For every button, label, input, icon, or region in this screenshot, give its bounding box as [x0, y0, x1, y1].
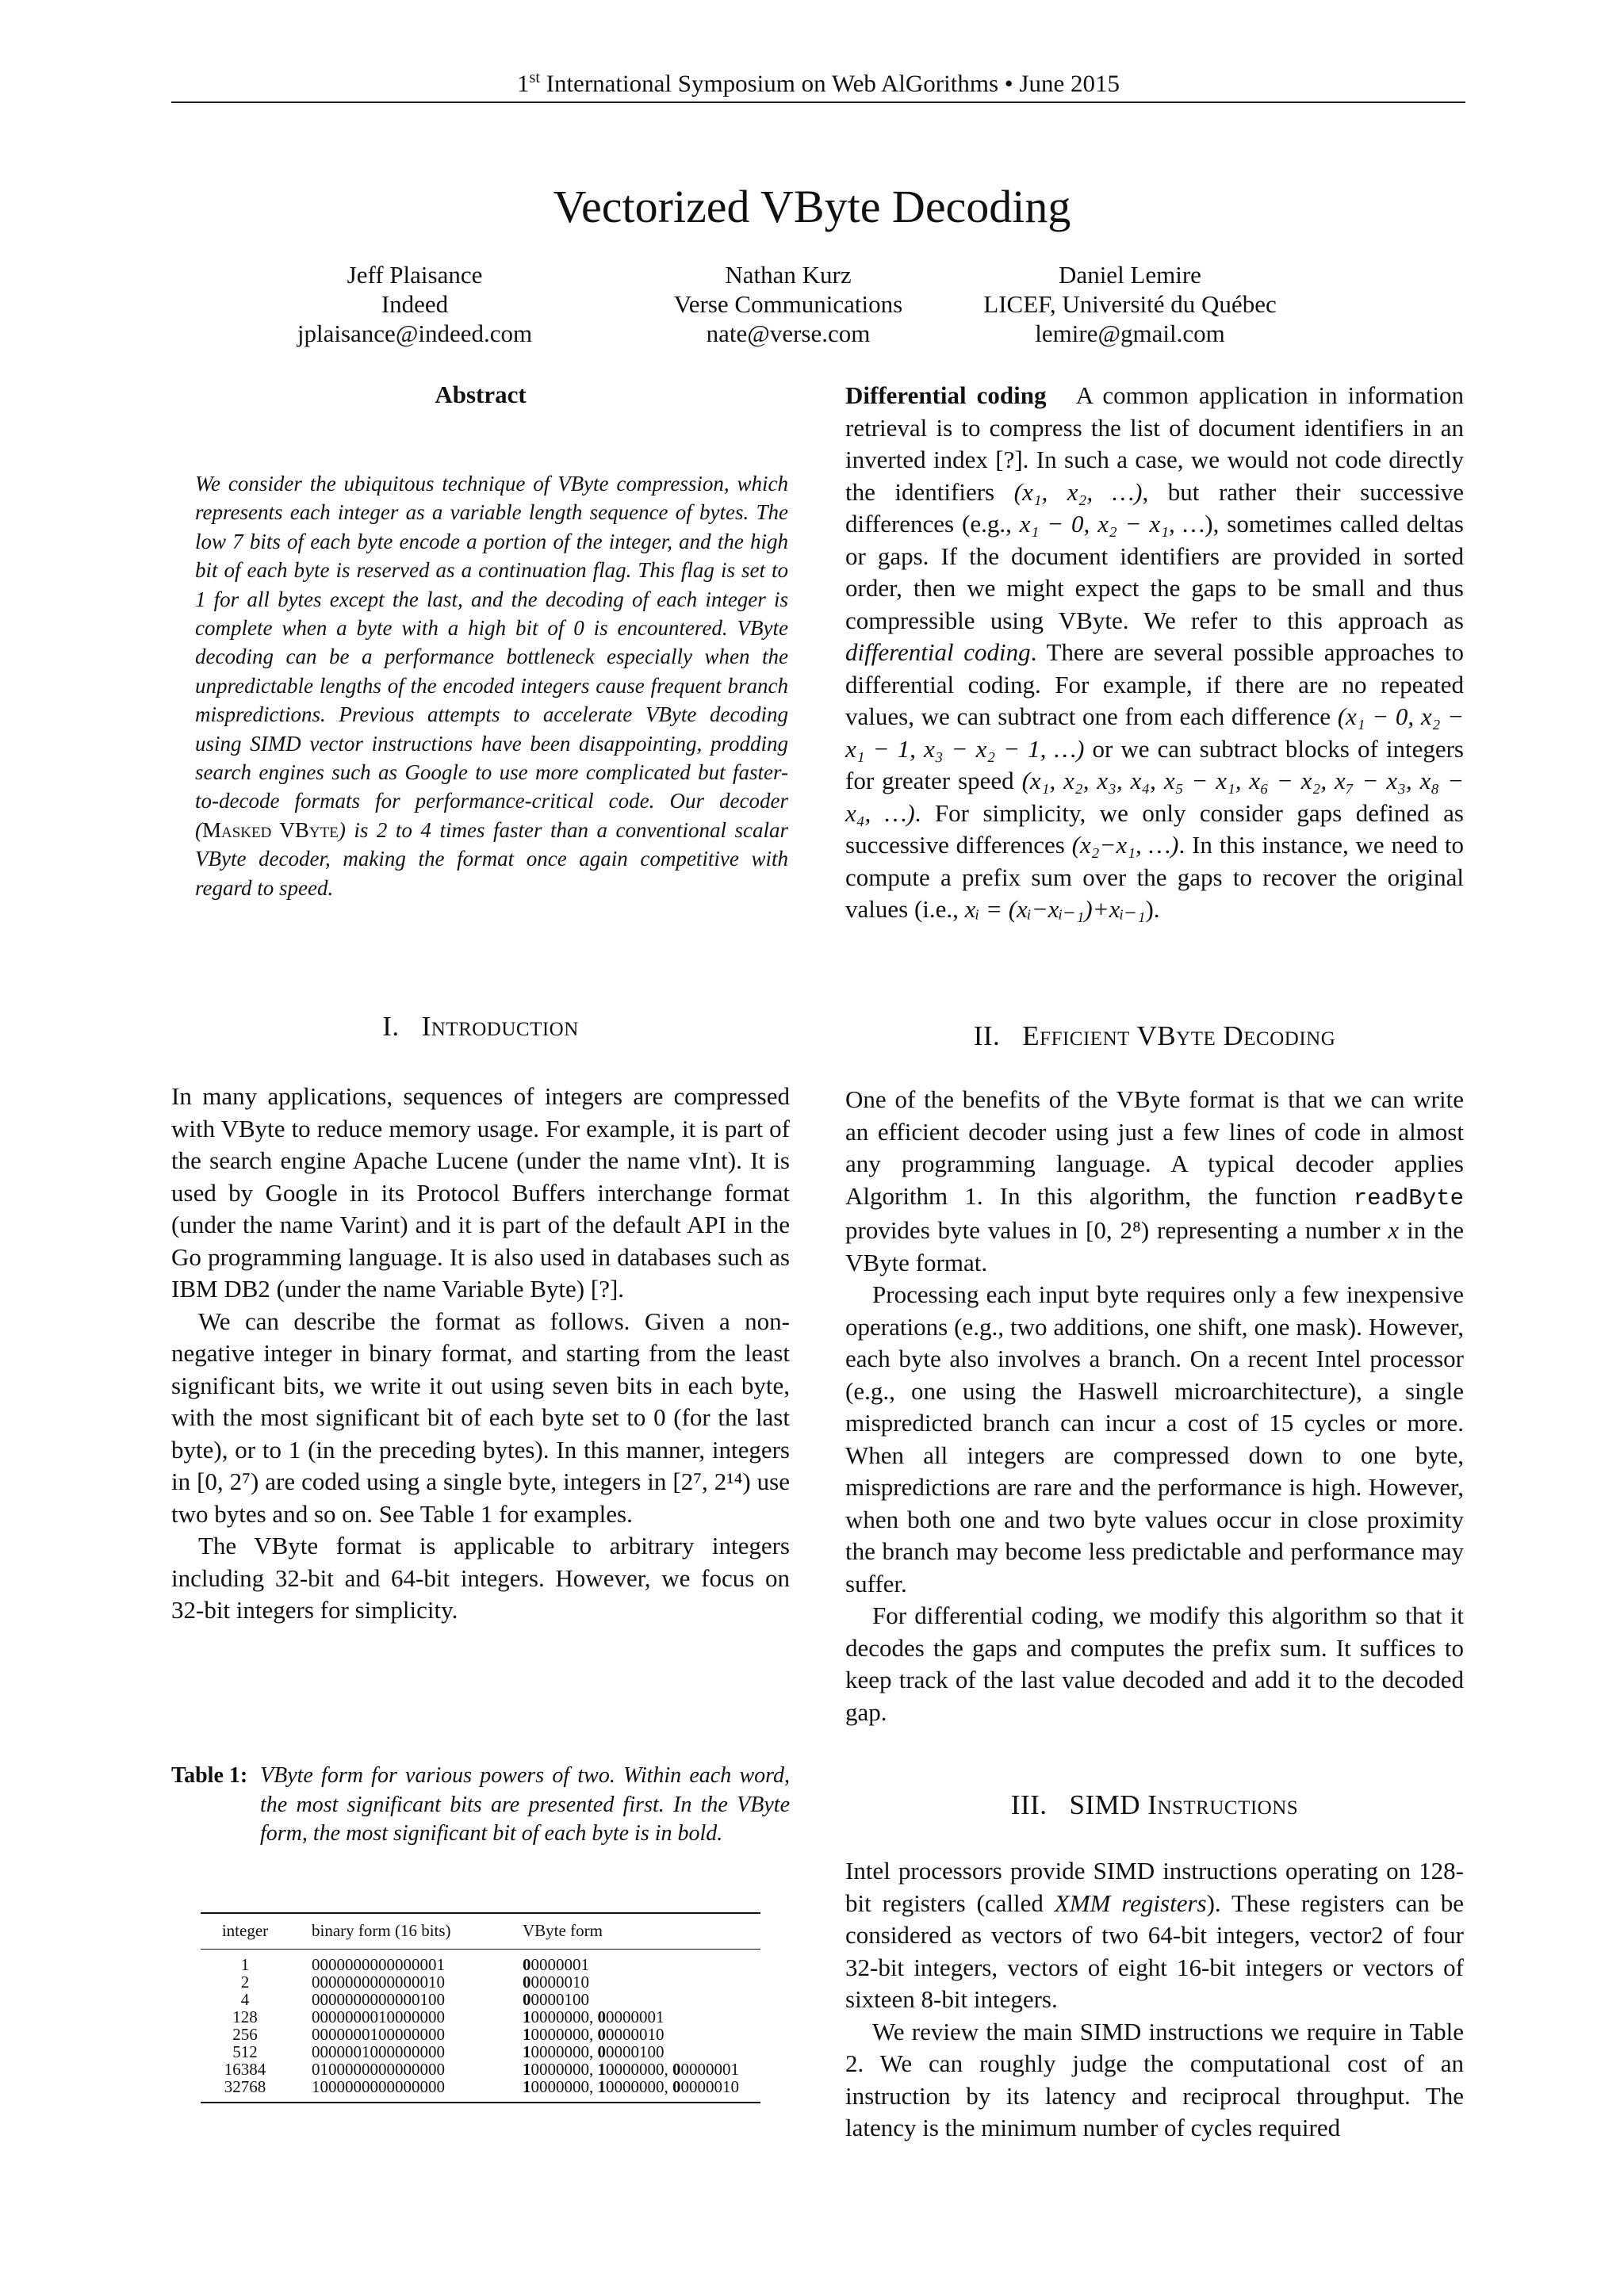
- vbyte-cell: 10000000, 00000001: [523, 2007, 665, 2026]
- binary-cell: 0100000000000000: [312, 2060, 445, 2079]
- abstract-heading: Abstract: [435, 381, 527, 408]
- continuation-bit: 0: [597, 2042, 606, 2061]
- paragraph: We review the main SIMD instructions we require in Table 2. We can roughly judge the computational cost of an instruction by its latency and reciprocal throughput. The latency is the minimum number of cycles required: [845, 2017, 1464, 2141]
- author-email: nate@verse.com: [706, 320, 871, 347]
- text-run: Intel processors provide SIMD instructions operating on 128-bit registers (called: [845, 1857, 1464, 1917]
- math: x: [1388, 1216, 1400, 1244]
- continuation-bit: 1: [523, 2077, 531, 2096]
- abstract-part: We consider the ubiquitous technique of VByte compression, which represents each integer as a variable length sequence of bytes. The low 7 bits of each byte encode a portion of the integer, and the high bit of each byte is reserved as a continuation flag. This flag is set to 1 for all bytes except the last, and the decoding of each integer is complete when a byte with a high bit of 0 is encountered. VByte decoding can be a performance bottleneck especially when the unpredictable lengths of the encoded integers cause frequent branch mispredictions. Previous attempts to accelerate VByte decoding using SIMD vector instructions have been disappointing, prodding search engines such as Google to use more complicated but faster-to-decode formats for performance-critical code. Our decoder (: [195, 472, 788, 842]
- continuation-bit: 0: [672, 2077, 681, 2096]
- text-run: use two bytes and so on. See Table 1 for examples.: [171, 1468, 790, 1528]
- paragraph-heading: Differential coding: [845, 381, 1047, 409]
- payload-bits: 0000000: [606, 2077, 665, 2096]
- payload-bits: 0000001: [606, 2007, 665, 2026]
- payload-bits: 0000010: [680, 2077, 739, 2096]
- section-heading-introduction: [171, 1011, 790, 1043]
- paragraph: [845, 380, 1464, 926]
- table-header-row: [201, 1913, 760, 1950]
- paragraph: For differential coding, we modify this algorithm so that it decodes the gaps and computes the prefix sum. It suffices to keep track of the last value decoded and add it to the decoded gap.: [845, 1601, 1464, 1726]
- continuation-bit: 1: [523, 2025, 531, 2044]
- paragraph: The VByte format is applicable to arbitrary integers including 32-bit and 64-bit integers. However, we focus on 32-bit integers for simplicity.: [171, 1532, 790, 1624]
- text-run: . In this instance, we need to compute a prefix sum over the gaps to recover the original values (i.e.,: [845, 831, 1465, 923]
- vbyte-cell: [507, 1973, 760, 1991]
- text-run: are coded using a single byte, integers in: [259, 1468, 673, 1495]
- payload-bits: 0000100: [606, 2042, 665, 2061]
- simd-body: [845, 1855, 1464, 2145]
- binary-cell: 0000001000000000: [312, 2042, 445, 2061]
- text-run: ).: [1145, 895, 1160, 923]
- payload-bits: 0000001: [680, 2060, 739, 2079]
- header-ordinal-suffix: st: [529, 69, 540, 86]
- section-title: SIMD Instructions: [1069, 1789, 1299, 1820]
- paragraph: [845, 1084, 1464, 1279]
- vbyte-cell: 10000000, 00000100: [523, 2042, 665, 2061]
- text-run: or we can subtract blocks of integers for greater speed: [845, 734, 1464, 794]
- math-range: [0, 2⁸): [1086, 1216, 1150, 1244]
- author-name: Daniel Lemire: [1059, 261, 1201, 289]
- header-ordinal: 1: [517, 69, 530, 98]
- integer-cell: 1: [240, 1955, 250, 1974]
- payload-bits: 0000001: [530, 1955, 589, 1974]
- paragraph: In many applications, sequences of integers are compressed with VByte to reduce memory usage. For example, it is part of the search engine Apache Lucene (under the name vInt). It is used by Google in its Protocol Buffers interchange format (under the name Varint) and it is part of the default API in the Go programming language. It is also used in databases such as IBM DB2 (under the name Variable Byte) [?].: [171, 1082, 790, 1303]
- math: (x₁, x₂, …): [1013, 477, 1143, 506]
- vbyte-cell: 10000000, 10000000, 00000010: [507, 2078, 760, 2103]
- continuation-bit: 1: [523, 2007, 531, 2026]
- binary-cell: 0000000000000010: [312, 1973, 445, 1992]
- author-name: Nathan Kurz: [725, 261, 852, 289]
- continuation-bit: 0: [523, 1990, 531, 2009]
- table-row: [201, 1991, 760, 2008]
- table-row: [201, 2043, 760, 2061]
- math: (x₁, x₂, x₃, x₄, x₅ − x₁, x₆ − x₂, x₇ − x₃, x₈ − x₄, …): [845, 767, 1464, 827]
- introduction-body: [171, 1081, 790, 1627]
- integer-cell: 2: [240, 1973, 250, 1992]
- author-affiliation: LICEF, Université du Québec: [983, 290, 1277, 318]
- header-rule: [171, 101, 1465, 103]
- continuation-bit: 1: [597, 2060, 606, 2079]
- author-email: lemire@gmail.com: [1035, 320, 1225, 347]
- table-caption-text: VByte form for various powers of two. Within each word, the most significant bits are presented first. In the VByte form, the most significant bit of each byte is in bold.: [260, 1763, 790, 1846]
- continuation-bit: 1: [597, 2077, 606, 2096]
- section-number: III.: [1010, 1789, 1048, 1820]
- masked-vbyte-name: Masked VByte: [202, 817, 339, 842]
- efficient-decoding-body: [845, 1084, 1464, 1728]
- binary-cell: 0000000000000001: [312, 1955, 445, 1974]
- text-run: ). These registers can be considered as vectors of two 64-bit integers, vector2 of four 32-bit integers, vectors of eight 16-bit integers or vectors of sixteen 8-bit integers.: [845, 1888, 1464, 2013]
- column-header: VByte form: [507, 1913, 760, 1950]
- table-label: Table 1:: [171, 1763, 248, 1788]
- table-row: [201, 2078, 760, 2103]
- text-run: . For simplicity, we only consider gaps defined as successive differences: [845, 798, 1464, 859]
- payload-bits: 0000000: [530, 2007, 589, 2026]
- continuation-bit: 1: [523, 2042, 531, 2061]
- section-title: Introduction: [421, 1011, 579, 1042]
- continuation-bit: 0: [523, 1955, 531, 1974]
- continuation-bit: 0: [597, 2007, 606, 2026]
- text-run: in the VByte format.: [845, 1216, 1464, 1276]
- text-run: ), sometimes called deltas or gaps. If the document identifiers are provided in sorted order, then we might expect the gaps to be small and thus compressible using VByte. We refer to this approach as: [845, 510, 1464, 634]
- payload-bits: 0000000: [530, 2060, 589, 2079]
- author-affiliation: Verse Communications: [673, 290, 903, 318]
- binary-cell: 0000000010000000: [312, 2007, 445, 2026]
- math-range: [2⁷, 2¹⁴): [672, 1468, 751, 1495]
- header-text: International Symposium on Web AlGorithms • June 2015: [539, 69, 1120, 98]
- table-caption: [171, 1762, 790, 1849]
- paragraph: Processing each input byte requires only a few inexpensive operations (e.g., two additions, one shift, one mask). However, each byte also involves a branch. On a recent Intel processor (e.g., one using the Haswell microarchitecture), a single mispredicted branch can incur a cost of 15 cycles or more. When all integers are compressed down to one byte, mispredictions are rare and the performance is high. However, when both one and two byte values occur in close proximity the branch may become less predictable and performance may suffer.: [845, 1280, 1464, 1598]
- vbyte-cell: 10000000, 00000010: [523, 2025, 665, 2044]
- integer-cell: 256: [232, 2025, 258, 2044]
- emphasis: XMM registers: [1054, 1888, 1207, 1917]
- math: (x₁ − 0, x₂ − x₁ − 1, x₃ − x₂ − 1, …): [845, 702, 1464, 763]
- section-number: II.: [973, 1020, 1001, 1051]
- section-number: I.: [382, 1011, 400, 1042]
- section-heading-simd-instructions: [845, 1789, 1464, 1821]
- integer-cell: 32768: [201, 2078, 289, 2103]
- abstract-part: ) is 2 to 4 times faster than a conventional scalar VByte decoder, making the format once again competitive with regard to speed.: [195, 817, 789, 900]
- text-run: One of the benefits of the VByte format is that we can write an efficient decoder using just a few lines of code in almost any programming language. A typical decoder applies Algorithm 1. In this algorithm, the function: [845, 1085, 1464, 1210]
- author-email: jplaisance@indeed.com: [297, 320, 533, 347]
- abstract-text: [195, 469, 788, 902]
- emphasis: differential coding: [845, 638, 1031, 666]
- section-heading-efficient-vbyte-decoding: [845, 1020, 1464, 1052]
- continuation-bit: 0: [523, 1973, 531, 1992]
- binary-cell: 0000000100000000: [312, 2025, 445, 2044]
- code-identifier: readByte: [1353, 1184, 1464, 1211]
- payload-bits: 0000010: [606, 2025, 665, 2044]
- binary-cell: 0000000000000100: [312, 1990, 445, 2009]
- paragraph: [845, 1855, 1464, 2016]
- payload-bits: 0000100: [530, 1990, 589, 2009]
- payload-bits: 0000000: [606, 2060, 665, 2079]
- column-header: integer: [201, 1913, 289, 1950]
- integer-cell: 16384: [224, 2060, 266, 2079]
- text-run: representing a number: [1149, 1216, 1388, 1244]
- math-range: [0, 2⁷): [197, 1468, 259, 1495]
- author-block: [908, 260, 1352, 348]
- author-name: Jeff Plaisance: [347, 261, 483, 289]
- integer-cell: 128: [232, 2007, 258, 2026]
- payload-bits: 0000010: [530, 1973, 589, 1992]
- paragraph: [171, 1306, 790, 1531]
- vbyte-cell: [507, 1991, 760, 2008]
- table-row: [201, 2061, 760, 2078]
- author-affiliation: Indeed: [381, 290, 449, 318]
- continuation-bit: 0: [597, 2025, 606, 2044]
- table-row: [201, 2026, 760, 2043]
- payload-bits: 0000000: [530, 2025, 589, 2044]
- paper-title: Vectorized VByte Decoding: [553, 181, 1071, 232]
- math: (x₂−x₁, …): [1071, 831, 1179, 859]
- text-run: , but rather their successive differences (e.g.,: [845, 477, 1464, 538]
- vbyte-table: [201, 1912, 760, 2103]
- column-header: binary form (16 bits): [289, 1913, 507, 1950]
- payload-bits: 0000000: [530, 2042, 589, 2061]
- table-row: [201, 2008, 760, 2026]
- text-run: provides byte values in: [845, 1216, 1086, 1244]
- vbyte-cell: [507, 1950, 760, 1974]
- integer-cell: 4: [240, 1990, 250, 2009]
- binary-cell: 1000000000000000: [289, 2078, 507, 2103]
- math: x₁ − 0, x₂ − x₁, …: [1019, 510, 1205, 538]
- text-run: We can describe the format as follows. Given a non-negative integer in binary format, and starting from the least significant bits, we write it out using seven bits in each byte, with the most significant bit of each byte set to 0 (for the last byte), or to 1 (in the preceding bytes). In this manner, integers in: [171, 1307, 790, 1495]
- integer-cell: 512: [232, 2042, 258, 2061]
- table-row: [201, 1950, 760, 1974]
- differential-coding-body: [845, 380, 1464, 926]
- table-row: [201, 1973, 760, 1991]
- text-run: A common application in information retrieval is to compress the list of document identifiers in an inverted index [?]. In such a case, we would not code directly the identifiers: [845, 381, 1464, 506]
- continuation-bit: 1: [523, 2060, 531, 2079]
- section-title: Efficient VByte Decoding: [1022, 1020, 1336, 1051]
- text-run: . There are several possible approaches to differential coding. For example, if there are no repeated values, we can subtract one from each difference: [845, 638, 1464, 730]
- vbyte-cell: 10000000, 10000000, 00000001: [523, 2060, 739, 2079]
- math: xᵢ = (xᵢ−xᵢ₋₁)+xᵢ₋₁: [964, 895, 1146, 923]
- running-header: [171, 62, 1465, 99]
- payload-bits: 0000000: [530, 2077, 589, 2096]
- continuation-bit: 0: [672, 2060, 681, 2079]
- table-body: [201, 1950, 760, 2103]
